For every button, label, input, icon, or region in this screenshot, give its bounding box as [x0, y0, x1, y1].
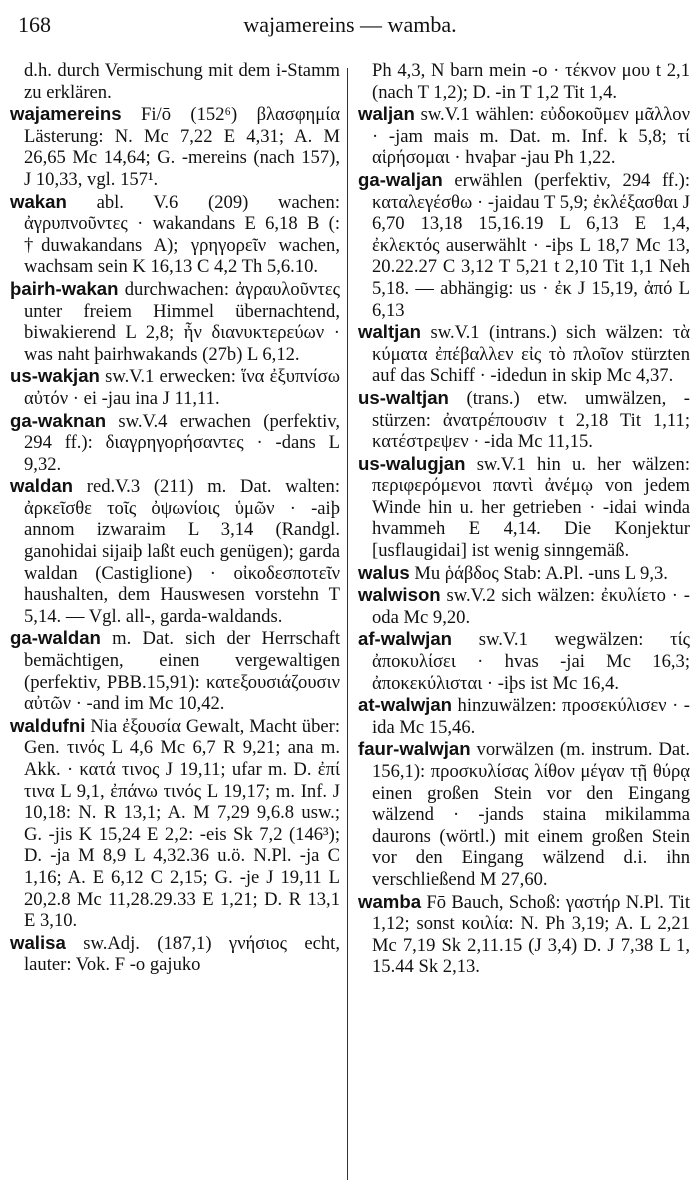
dictionary-entry: [10, 715, 340, 932]
dictionary-entry: [358, 628, 690, 694]
dictionary-entry: [358, 169, 690, 321]
entry-text: vorwälzen (m. instrum. Dat. 156,1): προσκυλίσας λίθον μέγαν τῇ θύρᾳ einen großen Stein vor den Eingang wälzend · -jands staina mikilamma daurons (wörtl.) mit einem großen Stein vor den Eingang wälzend d.i. ihn verschließend M 27,60.: [372, 739, 690, 890]
entry-text: abl. V.6 (209) wachen: ἀγρυπνοῦντες · wakandans E 6,18 B (: †duwakandans A); γρηγορεῖν wachen, wachsam sein K 16,13 C 4,2 Th 5,6.10.: [24, 191, 340, 278]
running-head: wajamereins — wamba.: [243, 12, 457, 37]
entry-text: Nia ἐξουσία Gewalt, Macht über: Gen. τινός L 4,6 Mc 6,7 R 9,21; ana m. Akk. · κατά τινος J 19,11; ufar m. D. ἐπί τινα L 9,1, ἐπάνω τινός L 19,17; m. Inf. J 10,18: N. R 13,1; A. M 7,29 9,6.8 usw.; G. -jis K 15,24 E 2,2: -eis Sk 7,2 (146³); D. -ja M 8,9 L 4,32.36 u.ö. N.Pl. -ja C 1,16; A. E 6,12 C 2,15; G. -je J 19,11 L 20,2.8 Mc 11,28.29.33 E 1,21; D. R 13,1 E 3,10.: [24, 715, 340, 932]
left-column: [10, 60, 340, 976]
dictionary-entry: [358, 387, 690, 453]
dictionary-entry: [10, 627, 340, 714]
entry-headword: wajamereins: [10, 103, 122, 125]
entry-headword: waljan: [358, 103, 415, 125]
entry-text: hinzuwälzen: προσεκύλισεν · -ida Mc 15,46.: [372, 695, 690, 738]
entry-text: sw.V.1 hin u. her wälzen: περιφερόμενοι παντὶ ἀνέμῳ von jedem Winde hin u. her getrieben · -idai winda hvammeh E 4,14. Die Konjektur [usflaugidai] ist wenig sinngemäß.: [372, 453, 690, 562]
entry-text: Fi/ō (152⁶) βλασφημία Lästerung: N. Mc 7,22 E 4,31; A. M 26,65 Mc 14,64; G. -mereins (nach 157), J 10,33, vgl. 157¹.: [24, 104, 340, 190]
dictionary-entry: [10, 475, 340, 627]
entry-continuation: [10, 60, 340, 103]
entry-text: Ph 4,3, N barn mein -o · τέκνον μου t 2,1 (nach T 1,2); D. -in T 1,2 Tit 1,4.: [372, 60, 690, 103]
dictionary-entry: [10, 365, 340, 409]
entry-text: m. Dat. sich der Herrschaft bemächtigen, einen vergewaltigen (perfektiv, PBB.15,91): κατεξουσιάζουσιν αὐτῶν · -and im Mc 10,42.: [24, 628, 340, 715]
entry-text: sw.V.1 wegwälzen: τίς ἀποκυλίσει · hvas -jai Mc 16,3; ἀποκεκύλισται · -iþs ist Mc 16,4.: [372, 629, 690, 694]
entry-headword: waldan: [10, 475, 74, 497]
dictionary-entry: [358, 453, 690, 562]
column-rule: [347, 68, 348, 1180]
page-header: [18, 8, 682, 42]
entry-text: sw.Adj. (187,1) γνήσιος echt, lauter: Vok. F -o gajuko: [24, 932, 340, 976]
dictionary-entry: [358, 103, 690, 169]
entry-headword: ga-waknan: [10, 409, 107, 431]
entry-headword: us-waltjan: [358, 386, 449, 408]
entry-text: sw.V.2 sich wälzen: ἐκυλίετο · -oda Mc 9,20.: [372, 585, 690, 628]
dictionary-entry: [10, 410, 340, 476]
entry-text: durchwachen: ἀγραυλοῦντες unter freiem Himmel übernachtend, biwakierend L 2,8; ἦν διανυκτερεύων · was naht þairhwakands (27b) L 6,12.: [24, 278, 340, 365]
page-number: 168: [18, 12, 51, 37]
entry-text: Fō Bauch, Schoß: γαστήρ N.Pl. Tit 1,12; sonst κοιλία: N. Ph 3,19; A. L 2,21 Mc 7,19 Sk 2,11.15 (J 3,4) D. J 7,38 L 1, 15.44 Sk 2,13.: [372, 891, 690, 978]
entry-headword: wakan: [10, 190, 67, 212]
dictionary-entry: [358, 694, 690, 738]
dictionary-entry: [358, 562, 690, 585]
right-column: [358, 60, 690, 978]
entry-headword: us-walugjan: [358, 452, 466, 474]
entry-headword: walus: [358, 561, 410, 583]
entry-headword: at-walwjan: [358, 694, 453, 716]
dictionary-entry: [358, 321, 690, 387]
entry-text: sw.V.1 (intrans.) sich wälzen: τὰ κύματα ἐπέβαλλεν εἰς τὸ πλοῖον stürzten auf das Schiff · -idedun in skip Mc 4,37.: [372, 322, 690, 387]
entry-text: d.h. durch Vermischung mit dem i-Stamm zu erklären.: [24, 60, 340, 103]
dictionary-entry: [358, 891, 690, 978]
entry-headword: wamba: [358, 890, 422, 912]
entry-headword: us-wakjan: [10, 365, 100, 387]
entry-headword: ga-waldan: [10, 627, 101, 649]
dictionary-entry: [358, 738, 690, 890]
entry-headword: ga-waljan: [358, 168, 443, 190]
entry-text: (trans.) etw. umwälzen, -stürzen: ἀνατρέπουσιν t 2,18 Tit 1,11; κατέστρεψεν · -ida Mc 11,15.: [372, 387, 690, 453]
entry-headword: walwison: [358, 584, 441, 606]
dictionary-entry: [10, 278, 340, 365]
dictionary-entry: [10, 932, 340, 976]
dictionary-entry: [358, 584, 690, 628]
entry-continuation: [358, 60, 690, 103]
entry-text: sw.V.1 wählen: εὐδοκοῦμεν μᾶλλον · -jam mais m. Dat. m. Inf. k 5,8; τί αἱρήσομαι · hvaþar -jau Ph 1,22.: [372, 104, 690, 169]
entry-headword: af-walwjan: [358, 628, 453, 650]
dictionary-entry: [10, 191, 340, 278]
entry-text: erwählen (perfektiv, 294 ff.): καταλεγέσθω · -jaidau T 5,9; ἐκλέξασθαι J 6,70 13,18 15,16.19 L 6,13 E 1,4, ἐκλεκτός auserwählt · -iþs L 18,7 Mc 13, 20.22.27 C 3,12 T 5,21 t 2,10 Tit 1,1 Neh 5,18. — abhängig: us · ἐκ J 15,19, ἀπό L 6,13: [372, 169, 690, 321]
dictionary-entry: [10, 103, 340, 190]
entry-headword: waldufni: [10, 714, 86, 736]
entry-text: sw.V.1 erwecken: ἵνα ἐξυπνίσω αὐτόν · ei -jau ina J 11,11.: [24, 366, 340, 409]
entry-headword: þairh-wakan: [10, 277, 119, 299]
entry-text: sw.V.4 erwachen (perfektiv, 294 ff.): διαγρηγορήσαντες · -dans L 9,32.: [24, 410, 340, 475]
entry-headword: waltjan: [358, 321, 422, 343]
entry-text: red.V.3 (211) m. Dat. walten: ἀρκεῖσθε τοῖς ὀψωνίοις ὑμῶν · -aiþ annom izwaraim L 3,14 (Randgl. ganohidai sijaiþ laßt euch genügen); garda waldan (Castiglione) · οἰκοδεσποτεῖν haushalten, dem Hauswesen vorstehn T 5,14. — Vgl. all-, garda-waldands.: [24, 476, 340, 627]
entry-headword: walisa: [10, 931, 66, 953]
entry-headword: faur-walwjan: [358, 738, 471, 760]
entry-text: Mu ῥάβδος Stab: A.Pl. -uns L 9,3.: [409, 562, 668, 584]
